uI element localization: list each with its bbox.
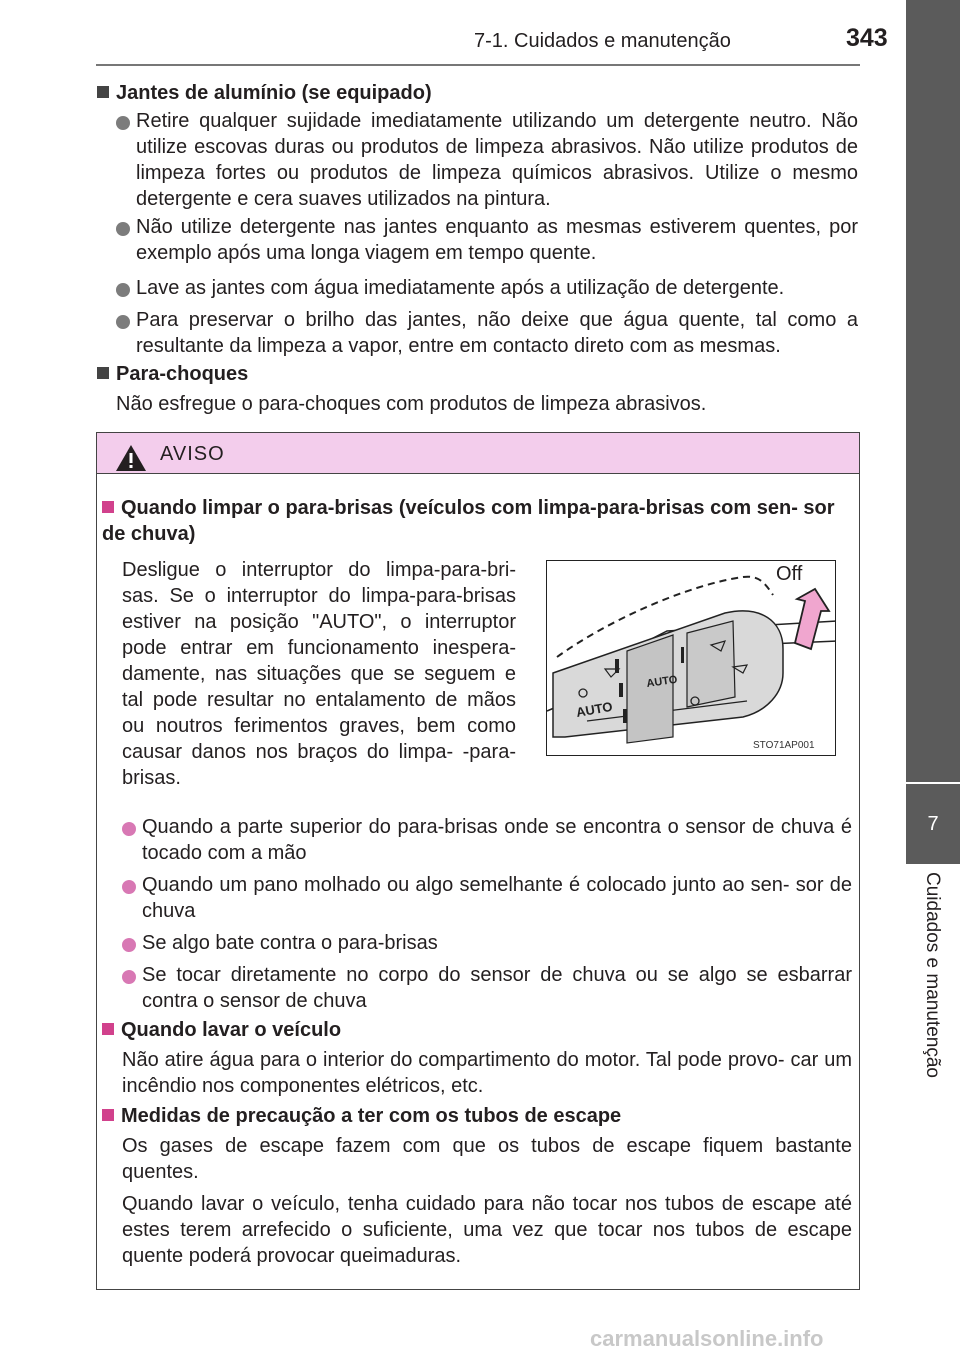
warning-triangle-icon <box>115 444 147 472</box>
figure-code: STO71AP001 <box>753 740 815 751</box>
square-bullet-icon <box>102 501 114 513</box>
side-tab-label: Cuidados e manutenção <box>922 872 943 1078</box>
windshield-bullet-4: Se tocar diretamente no corpo do sensor de chuva ou se algo se esbarrar contra o sensor de chuva <box>142 964 852 1012</box>
header-rule <box>96 64 860 66</box>
washing-heading: Quando lavar o veículo <box>102 1019 341 1042</box>
bullet-dot-icon <box>122 970 136 984</box>
windshield-bullet-3: Se algo bate contra o para-brisas <box>142 932 438 954</box>
alloy-bullet-4: Para preservar o brilho das jantes, não deixe que água quente, tal como a resultante da limpeza a vapor, entre em contacto direto com as mesmas. <box>136 309 858 357</box>
square-bullet-icon <box>97 367 109 379</box>
square-bullet-icon <box>102 1023 114 1035</box>
alloy-bullet-3: Lave as jantes com água imediatamente após a utilização de detergente. <box>136 277 785 299</box>
bullet-dot-icon <box>116 283 130 297</box>
alloy-bullet-2: Não utilize detergente nas jantes enquanto as mesmas estiverem quentes, por exemplo após uma longa viagem em tempo quente. <box>136 216 858 264</box>
windshield-bullet-2: Quando um pano molhado ou algo semelhante é colocado junto ao sen- sor de chuva <box>142 874 852 922</box>
washing-text: Não atire água para o interior do compartimento do motor. Tal pode provo- car um incêndio nos componentes elétricos, etc. <box>122 1049 852 1097</box>
windshield-bullet-1: Quando a parte superior do para-brisas onde se encontra o sensor de chuva é tocado com a mão <box>142 816 852 864</box>
side-tab-bar <box>906 0 960 782</box>
windshield-heading: Quando limpar o para-brisas (veículos com limpa-para-brisas com sen- sor de chuva) <box>102 497 835 545</box>
windshield-intro: Desligue o interruptor do limpa-para-bri- sas. Se o interruptor do limpa-para-brisas estiver na posição "AUTO", o interruptor pode entrar em funcionamento inespera- damente, nas situações que se seguem e tal pode resultar no entalamento de mãos ou noutros ferimentos graves, bem como causar danos nos braços do limpa- -para-brisas. <box>122 559 516 789</box>
header-title: 7-1. Cuidados e manutenção <box>474 30 731 52</box>
figure-auto-label-2: AUTO <box>645 673 679 690</box>
warning-label: AVISO <box>160 443 225 465</box>
figure-off-label: Off <box>776 563 803 585</box>
exhaust-paragraph-1: Os gases de escape fazem com que os tubos de escape fiquem bastante quentes. <box>122 1135 852 1183</box>
wiper-switch-illustration <box>547 561 836 756</box>
bullet-dot-icon <box>122 822 136 836</box>
side-tab-label-box <box>906 868 960 1118</box>
alloy-heading: Jantes de alumínio (se equipado) <box>97 82 432 105</box>
bumper-text: Não esfregue o para-choques com produtos de limpeza abrasivos. <box>116 393 707 415</box>
square-bullet-icon <box>102 1109 114 1121</box>
side-tab-number: 7 <box>906 784 960 864</box>
bullet-dot-icon <box>116 222 130 236</box>
figure-auto-label-1: AUTO <box>574 698 614 720</box>
watermark: carmanualsonline.info <box>590 1326 824 1351</box>
bumper-heading: Para-choques <box>97 363 248 386</box>
bullet-dot-icon <box>116 315 130 329</box>
bullet-dot-icon <box>122 938 136 952</box>
square-bullet-icon <box>97 86 109 98</box>
bullet-dot-icon <box>116 116 130 130</box>
alloy-bullet-1: Retire qualquer sujidade imediatamente utilizando um detergente neutro. Não utilize escovas duras ou produtos de limpeza abrasivos. Não utilize produtos de limpeza fortes ou produtos de limpeza químicos abrasivos. Utilize o mesmo detergente e cera suaves utilizados na pintura. <box>136 110 858 210</box>
wiper-switch-figure <box>546 560 836 756</box>
bullet-dot-icon <box>122 880 136 894</box>
page-number: 343 <box>846 24 888 52</box>
exhaust-paragraph-2: Quando lavar o veículo, tenha cuidado para não tocar nos tubos de escape até estes terem arrefecido o suficiente, uma vez que tocar nos tubos de escape quente poderá provocar queimaduras. <box>122 1193 852 1267</box>
exhaust-heading: Medidas de precaução a ter com os tubos de escape <box>102 1105 621 1128</box>
